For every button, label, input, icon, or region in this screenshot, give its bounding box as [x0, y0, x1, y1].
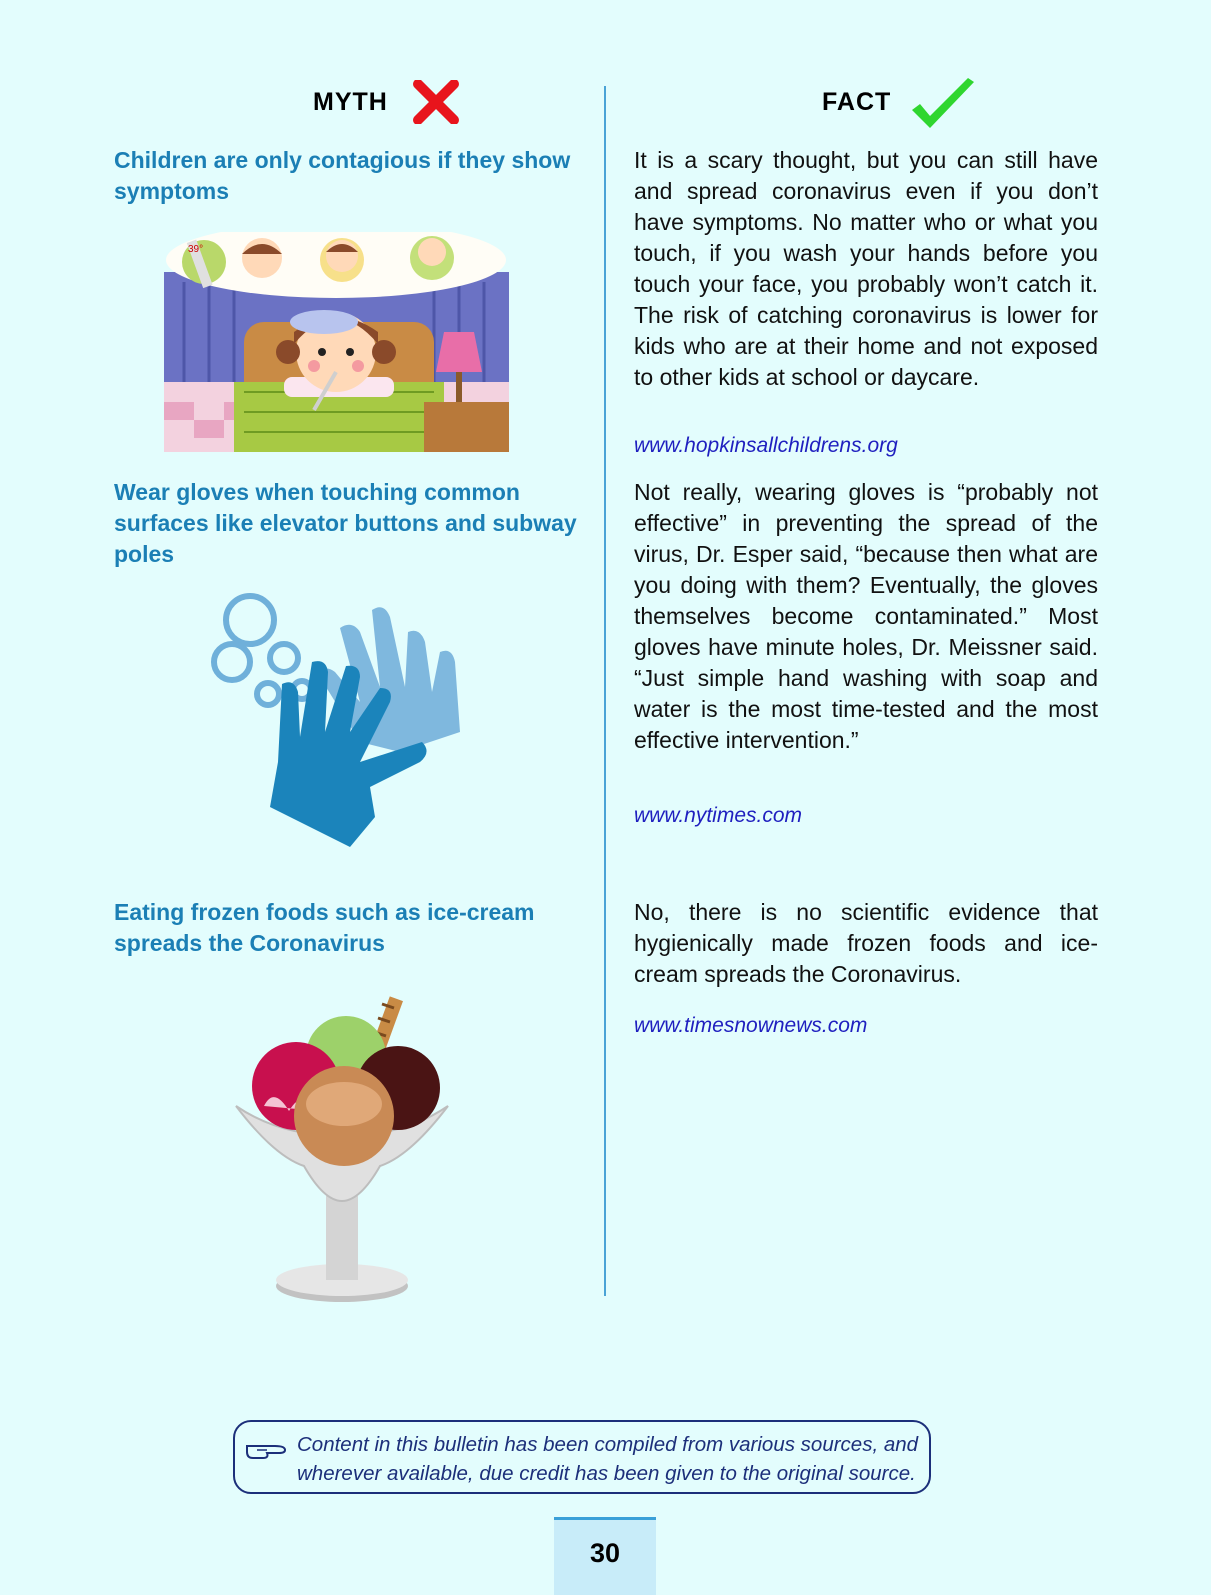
- source-link-3[interactable]: www.timesnownews.com: [634, 1014, 868, 1037]
- washing-hands-icon: [210, 592, 470, 857]
- cross-icon: [412, 80, 460, 124]
- myth-text-3: Eating frozen foods such as ice-cream spreads the Coronavirus: [114, 899, 535, 956]
- fact-text-1: It is a scary thought, but you can still have and spread coronavirus even if you don’t have symptoms. No matter who or what you touch, if you wash your hands before you touch your face, you probably won’t catch it. The risk of catching coronavirus is lower for kids who are at their home and not exposed to other kids at school or daycare.: [634, 147, 1098, 390]
- myth-header: MYTH: [313, 88, 388, 116]
- thermometer-reading: 39°: [188, 244, 204, 255]
- fact-text-2: Not really, wearing gloves is “probably not effective” in preventing the spread of the virus, Dr. Esper said, “because then what are you doing with them? Eventually, the gloves themselves become contaminated.” Most gloves have minute holes, Dr. Meissner said. “Just simple hand washing with soap and water is the most time-tested and the most effective intervention.”: [634, 479, 1098, 753]
- pointing-hand-icon: [245, 1436, 289, 1460]
- sick-child-illustration: [164, 232, 509, 452]
- fact-header: FACT: [822, 88, 892, 116]
- ice-cream-sundae-illustration: [234, 996, 454, 1308]
- check-icon: [908, 76, 978, 136]
- myth-text-1: Children are only contagious if they show symptoms: [114, 147, 571, 204]
- source-link-2[interactable]: www.nytimes.com: [634, 804, 803, 827]
- disclaimer-text: Content in this bulletin has been compiled from various sources, and wherever available, due credit has been given to the original source.: [297, 1433, 919, 1485]
- source-link-1[interactable]: www.hopkinsallchildrens.org: [634, 434, 898, 457]
- column-divider: [604, 86, 606, 1296]
- fact-text-3: No, there is no scientific evidence that hygienically made frozen foods and ice-cream spreads the Coronavirus.: [634, 899, 1098, 987]
- page-number: 30: [554, 1517, 656, 1595]
- disclaimer-box: [233, 1420, 931, 1494]
- myth-text-2: Wear gloves when touching common surfaces like elevator buttons and subway poles: [114, 479, 577, 567]
